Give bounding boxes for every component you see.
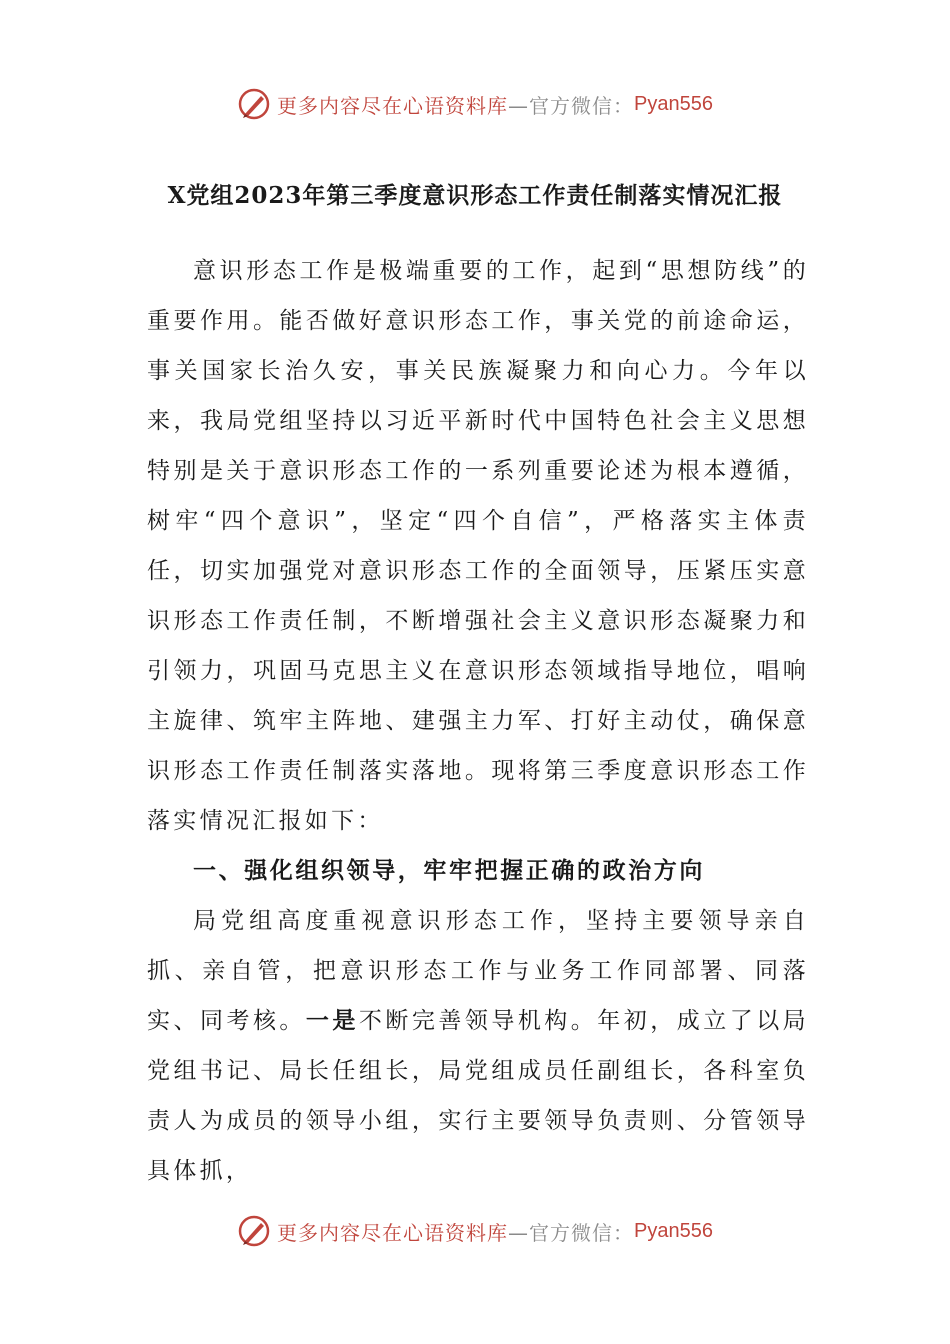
document-body xyxy=(147,246,809,1196)
watermark-wechat-id: Pyan556 xyxy=(634,1219,713,1242)
intro-paragraph: 意识形态工作是极端重要的工作，起到“思想防线”的重要作用。能否做好意识形态工作，事关党的前途命运，事关国家长治久安，事关民族凝聚力和向心力。今年以来，我局党组坚持以习近平新时代中国特色社会主义思想特别是关于意识形态工作的一系列重要论述为根本遵循，树牢“四个意识”，坚定“四个自信”，严格落实主体责任，切实加强党对意识形态工作的全面领导，压紧压实意识形态工作责任制，不断增强社会主义意识形态凝聚力和引领力，巩固马克思主义在意识形态领域指导地位，唱响主旋律、筑牢主阵地、建强主力军、打好主动仗，确保意识形态工作责任制落实落地。现将第三季度意识形态工作落实情况汇报如下： xyxy=(147,258,809,834)
section-1-para-rest: 不断完善领导机构。年初，成立了以局党组书记、局长任组长，局党组成员任副组长，各科室负责人为成员的领导小组，实行主要领导负责则、分管领导具体抓， xyxy=(147,1008,809,1184)
section-1-para-start: 局党组高度重视意识形态工作，坚持主要领导亲自抓、亲自管，把意识形态工作与业务工作同部署、同落实、同考核。 xyxy=(147,908,809,1034)
pen-logo-icon xyxy=(237,87,271,121)
watermark-site-text: 更多内容尽在心语资料库 xyxy=(277,93,509,118)
section-1-heading: 一、强化组织领导，牢牢把握正确的政治方向 xyxy=(193,857,705,884)
watermark-official-text: —官方微信： xyxy=(508,1220,635,1245)
document-title: X党组2023年第三季度意识形态工作责任制落实情况汇报 xyxy=(167,182,783,209)
pen-logo-icon xyxy=(237,1214,271,1248)
section-1-emphasis: 一是 xyxy=(305,1007,359,1034)
section-1-paragraph xyxy=(147,896,809,1196)
watermark-footer xyxy=(0,1211,950,1251)
watermark-wechat-id: Pyan556 xyxy=(634,92,713,115)
watermark-site-text: 更多内容尽在心语资料库 xyxy=(277,1220,509,1245)
watermark-header xyxy=(0,84,950,124)
watermark-official-text: —官方微信： xyxy=(508,93,635,118)
